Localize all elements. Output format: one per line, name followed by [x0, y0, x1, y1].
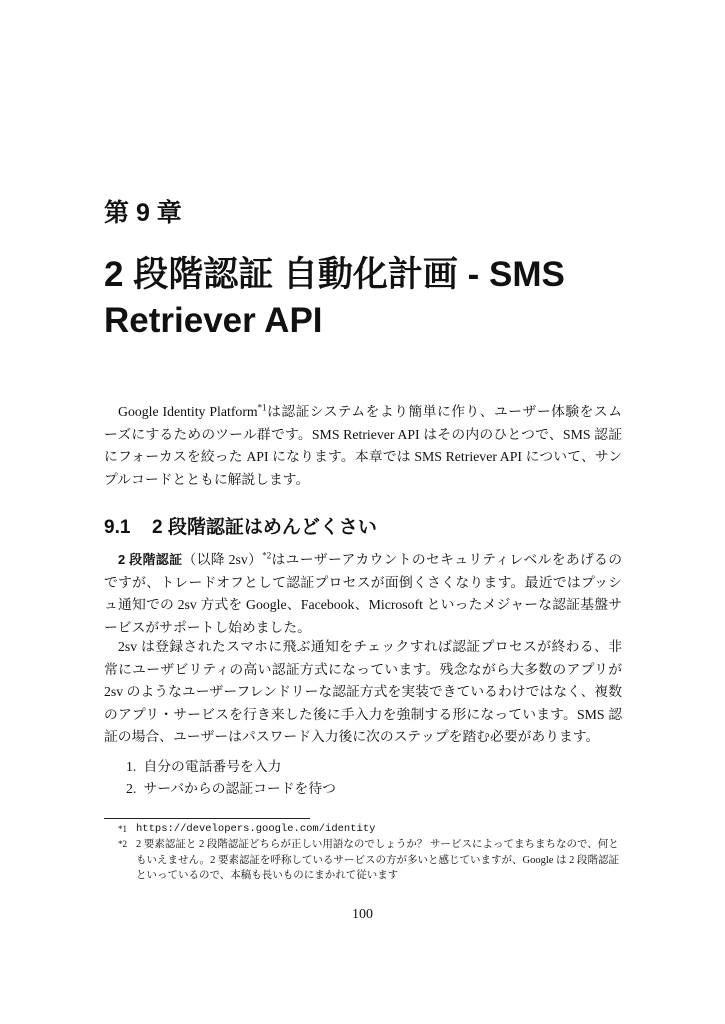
term-2sv: 2 段階認証	[118, 552, 183, 567]
list-item-text: 自分の電話番号を入力	[143, 759, 282, 774]
footnote-link[interactable]: https://developers.google.com/identity	[136, 823, 376, 835]
body-paragraph-2: 2sv は登録されたスマホに飛ぶ通知をチェックすれば認証プロセスが終わる、非常にユーザビリティの高い認証方式になっています。残念ながら大多数のアプリが 2sv のようなユーザーフレンドリーな認証方式を実装できているわけではなく、複数のアプリ・サービスを行き来した後に手入力を強制する形になっています。SMS 認証の場合、ユーザーはパスワード入力後に次のステップを踏む必要があります。	[104, 639, 622, 744]
section-number: 9.1	[104, 517, 131, 538]
footnote-divider	[104, 818, 310, 819]
page-number: 100	[352, 907, 373, 922]
list-item	[126, 756, 336, 778]
intro-text-start: Google Identity Platform	[118, 404, 258, 419]
list-item-text: サーバからの認証コードを待つ	[143, 781, 336, 796]
section-title: 2 段階認証はめんどくさい	[152, 517, 377, 538]
list-item	[126, 778, 336, 800]
body-paragraph-1	[104, 549, 622, 639]
footnote-ref-1: *1	[257, 402, 267, 413]
intro-paragraph	[104, 401, 622, 491]
footnote-mark: *2	[118, 839, 127, 849]
chapter-title: 2 段階認証 自動化計画 - SMS Retriever API	[104, 255, 565, 340]
intro-text-rest: は認証システムをより簡単に作り、ユーザー体験をスムーズにするためのツール群です。SMS Retriever API はその内のひとつで、SMS 認証にフォーカスを絞った API になります。本章では SMS Retriever API について、サンプルコードとともに解説します。	[104, 404, 622, 487]
footnote-2	[118, 837, 624, 884]
list-item-index: 2.	[126, 781, 137, 796]
paragraph1-text: はユーザーアカウントのセキュリティレベルをあげるのですが、トレードオフとして認証プロセスが面倒くさくなります。最近ではプッシュ通知での 2sv 方式を Google、Facebook、Microsoft といったメジャーな認証基盤サービスがサポートし始めました。	[104, 552, 623, 635]
footnote-mark: *1	[118, 824, 127, 834]
list-item-index: 1.	[126, 759, 137, 774]
steps-list	[126, 756, 336, 800]
section-heading	[104, 512, 377, 539]
paragraph1-abbrev: （以降 2sv）	[182, 552, 263, 567]
footnote-ref-2: *2	[262, 550, 272, 561]
footnote-text: 2 要素認証と 2 段階認証どちらが正しい用語なのでしょうか？ サービスによってまちまちなので、何ともいえません。2 要素認証を呼称しているサービスの方が多いと感じていますが、Google は 2 段階認証といっているので、本稿も長いものにまかれて従います	[136, 839, 620, 881]
footnote-1	[118, 822, 624, 838]
chapter-label: 第 9 章	[104, 199, 182, 227]
